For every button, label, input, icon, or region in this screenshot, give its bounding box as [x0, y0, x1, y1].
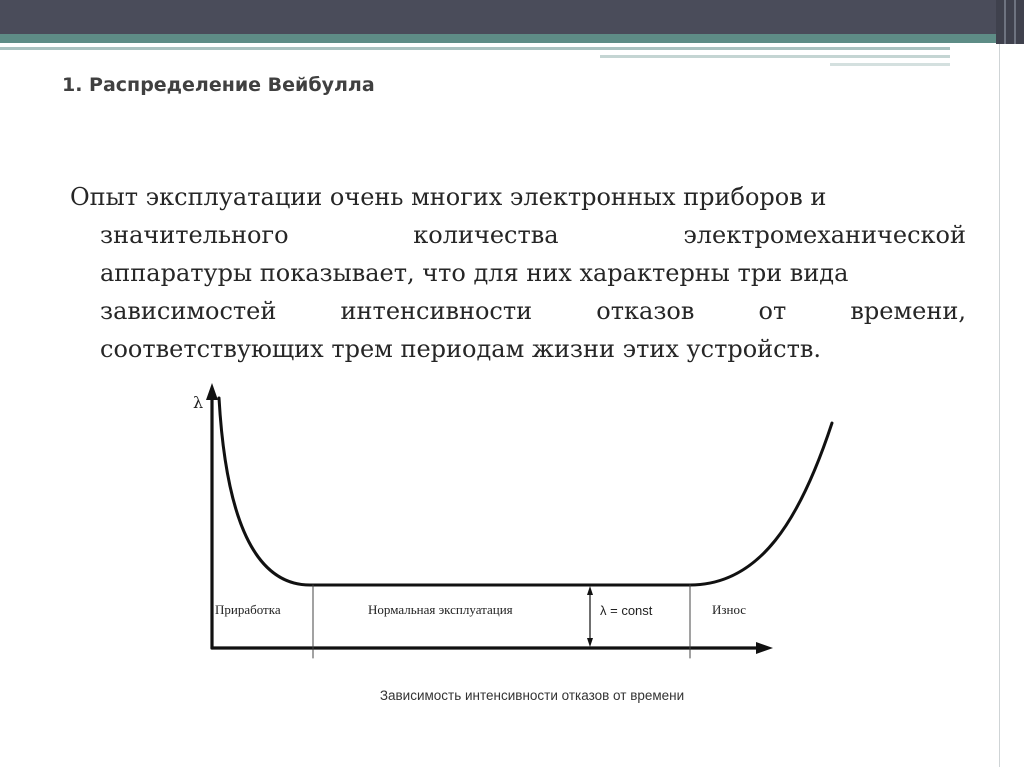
header-stripe: [0, 47, 950, 50]
paragraph-word: зависимостей: [100, 297, 277, 325]
failure-rate-diagram: [160, 378, 840, 678]
diagram-caption: Зависимость интенсивности отказов от времени: [379, 688, 685, 703]
arrow-up-icon: [587, 586, 593, 595]
paragraph-word: времени,: [850, 297, 966, 325]
slide-right-rule: [999, 0, 1000, 767]
paragraph-word: отказов: [596, 297, 695, 325]
region-label-wearout: Износ: [712, 602, 747, 617]
slide-title: 1. Распределение Вейбулла: [62, 74, 375, 96]
region-label-burn-in: Приработка: [215, 602, 281, 617]
failure-rate-curve: [219, 398, 832, 585]
y-axis-arrow-icon: [206, 383, 218, 400]
paragraph-line: аппаратуры показывает, что для них характерны три вида: [100, 259, 849, 287]
paragraph-line: Опыт эксплуатации очень многих электронных приборов и: [70, 183, 827, 211]
paragraph-line-justified: [70, 292, 966, 330]
header-stripe: [600, 55, 950, 58]
paragraph-word: электромеханической: [683, 221, 966, 249]
paragraph-line: соответствующих трем периодам жизни этих устройств.: [100, 335, 822, 363]
header-stripe: [830, 63, 950, 66]
paragraph-word: от: [758, 297, 787, 325]
header-corner-line: [1004, 0, 1006, 44]
paragraph-word: значительного: [100, 221, 289, 249]
paragraph-word: количества: [413, 221, 559, 249]
header-corner-line: [1014, 0, 1016, 44]
header-corner: [996, 0, 1024, 44]
header-bar-dark: [0, 0, 1000, 34]
lambda-const-label: λ = const: [600, 603, 653, 618]
slide-right-margin: [1000, 0, 1024, 767]
slide-paragraph: [70, 178, 966, 368]
arrow-down-icon: [587, 638, 593, 647]
paragraph-line-justified: [70, 216, 966, 254]
region-label-normal: Нормальная эксплуатация: [368, 602, 513, 617]
y-axis-label: λ: [193, 393, 204, 412]
paragraph-word: интенсивности: [340, 297, 533, 325]
x-axis-arrow-icon: [756, 642, 773, 654]
header-bar-teal: [0, 34, 1000, 43]
